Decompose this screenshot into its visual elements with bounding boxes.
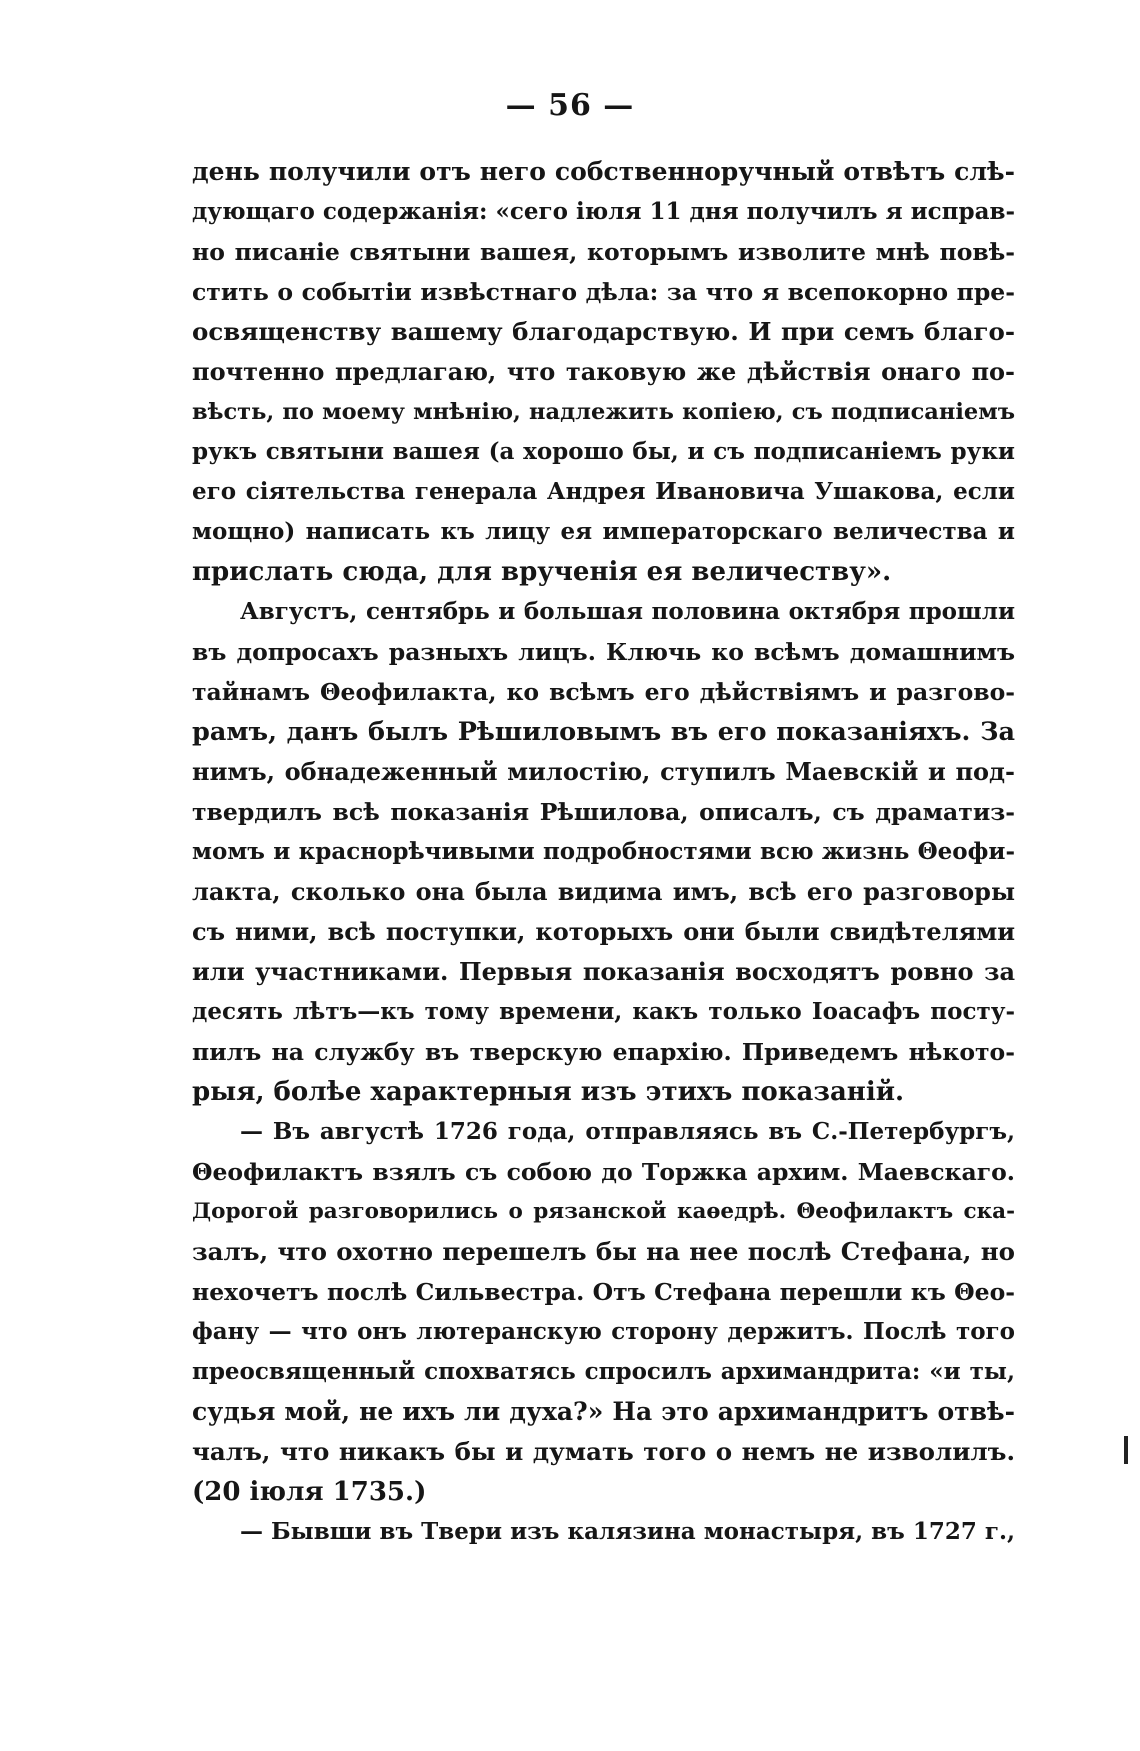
text-line: Дорогой разговорились о рязанской каѳедрѣ. Θеофилактъ ска-: [192, 1199, 1015, 1224]
text-line: мощно) написать къ лицу ея императорскаго величества и: [192, 518, 1015, 545]
text-line: но писаніе святыни вашея, которымъ изволите мнѣ повѣ-: [192, 238, 1015, 266]
text-line: его сіятельства генерала Андрея Ивановича Ушакова, если: [192, 478, 1015, 505]
text-line: десять лѣтъ—къ тому времени, какъ только Іоасафъ посту-: [192, 998, 1015, 1025]
page-number: — 56 —: [505, 88, 635, 123]
text-line: освященству вашему благодарствую. И при семъ благо-: [192, 317, 1015, 346]
text-line: судья мой, не ихъ ли духа?» На это архимандритъ отвѣ-: [192, 1397, 1015, 1426]
text-line: вѣсть, по моему мнѣнію, надлежить копіею, съ подписаніемъ: [192, 399, 1015, 425]
text-line: стить о событіи извѣстнаго дѣла: за что я всепокорно пре-: [192, 278, 1015, 306]
text-line: нехочетъ послѣ Сильвестра. Отъ Стефана перешли къ Θео-: [192, 1278, 1015, 1306]
text-line: или участниками. Первыя показанія восходятъ ровно за: [192, 957, 1015, 986]
text-line: рыя, болѣе характерныя изъ этихъ показаній.: [192, 1077, 905, 1107]
text-line: — Въ августѣ 1726 года, отправляясь въ С.-Петербургъ,: [240, 1118, 1015, 1145]
text-line: твердилъ всѣ показанія Рѣшилова, описалъ, съ драматиз-: [192, 798, 1015, 826]
body-text: [192, 152, 1015, 1552]
text-line: въ допросахъ разныхъ лицъ. Ключь ко всѣмъ домашнимъ: [192, 638, 1015, 666]
text-line: лакта, сколько она была видима имъ, всѣ его разговоры: [192, 877, 1015, 906]
text-line: фану — что онъ лютеранскую сторону держитъ. Послѣ того: [192, 1318, 1015, 1345]
text-line: нимъ, обнадеженный милостію, ступилъ Маевскій и под-: [192, 757, 1015, 786]
text-line: тайнамъ Θеофилакта, ко всѣмъ его дѣйствіямъ и разгово-: [192, 678, 1015, 706]
text-line: — Бывши въ Твери изъ калязина монастыря, въ 1727 г.,: [240, 1518, 1015, 1545]
margin-mark: [1124, 1436, 1128, 1464]
text-line: залъ, что охотно перешелъ бы на нее послѣ Стефана, но: [192, 1237, 1015, 1266]
text-line: дующаго содержанія: «сего іюля 11 дня получилъ я исправ-: [192, 198, 1015, 225]
text-line: рукъ святыни вашея (а хорошо бы, и съ подписаніемъ руки: [192, 438, 1015, 465]
text-line: (20 іюля 1735.): [192, 1477, 427, 1507]
text-line: съ ними, всѣ поступки, которыхъ они были свидѣтелями: [192, 917, 1015, 946]
text-line: почтенно предлагаю, что таковую же дѣйствія онаго по-: [192, 357, 1015, 386]
text-line: Θеофилактъ взялъ съ собою до Торжка архим. Маевскаго.: [192, 1158, 1015, 1186]
text-line: чалъ, что никакъ бы и думать того о немъ не изволилъ.: [192, 1437, 1015, 1466]
text-line: день получили отъ него собственноручный отвѣтъ слѣ-: [192, 157, 1015, 186]
text-line: пилъ на службу въ тверскую епархію. Приведемъ нѣкото-: [192, 1038, 1015, 1066]
text-line: Августъ, сентябрь и большая половина октября прошли: [240, 598, 1015, 625]
text-line: преосвященный спохватясь спросилъ архимандрита: «и ты,: [192, 1358, 1015, 1385]
text-line: момъ и краснорѣчивыми подробностями всю жизнь Θеофи-: [192, 838, 1015, 865]
text-line: прислать сюда, для врученія ея величеству».: [192, 557, 892, 587]
text-line: рамъ, данъ былъ Рѣшиловымъ въ его показаніяхъ. За: [192, 717, 1015, 747]
